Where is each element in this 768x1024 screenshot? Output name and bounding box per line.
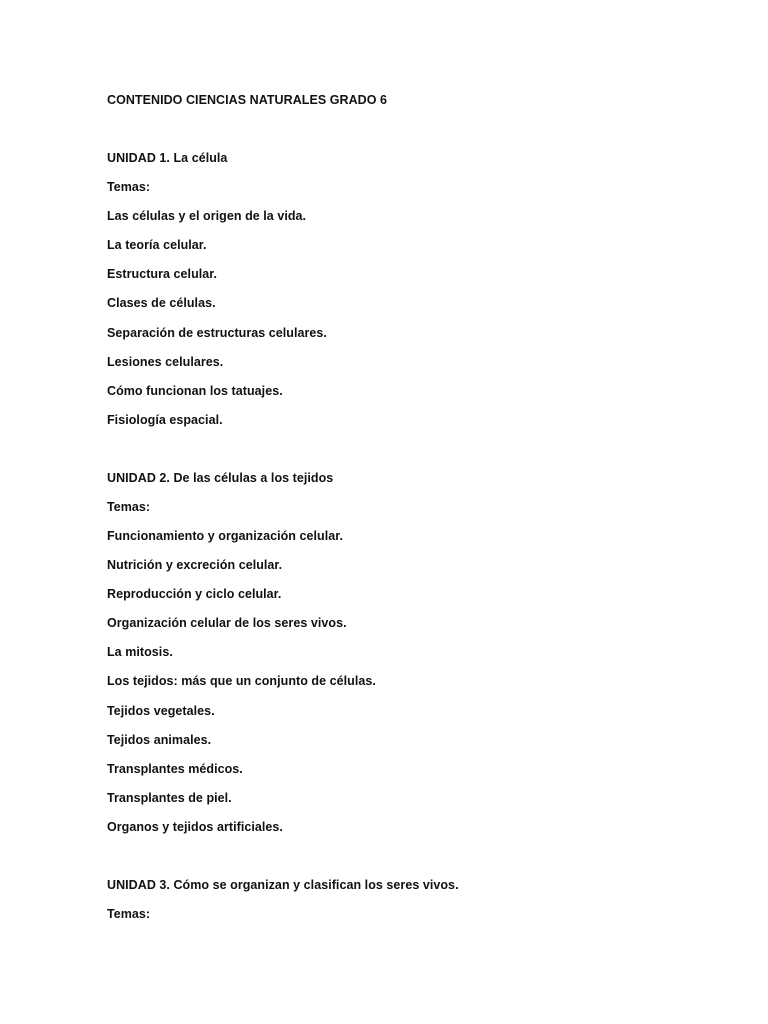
unit-3-heading: UNIDAD 3. Cómo se organizan y clasifican los seres vivos. [107,878,459,892]
unit-2-topic: Tejidos animales. [107,733,212,747]
unit-2-topic: Nutrición y excreción celular. [107,558,283,572]
unit-1-heading: UNIDAD 1. La célula [107,151,228,165]
unit-2-topic: Organos y tejidos artificiales. [107,820,283,834]
unit-1-topic: La teoría celular. [107,238,207,252]
unit-2-topic: Los tejidos: más que un conjunto de células. [107,674,376,688]
unit-1-topic: Clases de células. [107,296,216,310]
unit-2-topic: Tejidos vegetales. [107,704,215,718]
unit-1-topic: Las células y el origen de la vida. [107,209,307,223]
unit-2-topic: La mitosis. [107,645,173,659]
document-title: CONTENIDO CIENCIAS NATURALES GRADO 6 [107,93,388,107]
unit-2-topic: Transplantes de piel. [107,791,232,805]
unit-1-topics-label: Temas: [107,180,151,194]
unit-2-topic: Organización celular de los seres vivos. [107,616,347,630]
unit-1-topic: Separación de estructuras celulares. [107,326,327,340]
unit-1-topic: Estructura celular. [107,267,218,281]
unit-1-topic: Fisiología espacial. [107,413,223,427]
unit-1-topic: Cómo funcionan los tatuajes. [107,384,283,398]
unit-2-topics-label: Temas: [107,500,151,514]
unit-1-topic: Lesiones celulares. [107,355,224,369]
unit-2-topic: Transplantes médicos. [107,762,243,776]
unit-2-topic: Reproducción y ciclo celular. [107,587,282,601]
unit-2-heading: UNIDAD 2. De las células a los tejidos [107,471,334,485]
unit-2-topic: Funcionamiento y organización celular. [107,529,343,543]
unit-3-topics-label: Temas: [107,907,151,921]
